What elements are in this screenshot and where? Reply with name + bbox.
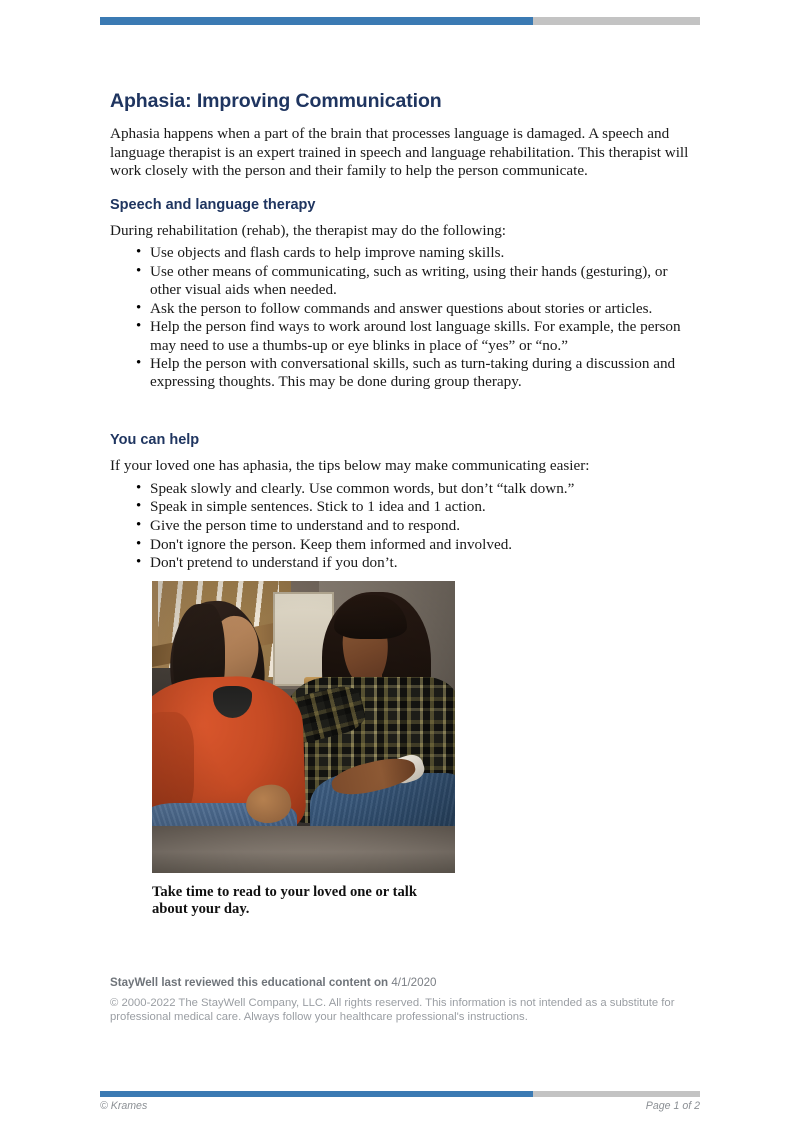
- top-progress-bar: [100, 17, 700, 25]
- section-heading-you-can-help: You can help: [110, 432, 200, 449]
- review-line: [110, 976, 696, 989]
- section-lead-text: During rehabilitation (rehab), the therapist may do the following:: [110, 221, 507, 239]
- page-footer: [100, 1100, 700, 1112]
- list-item: • Speak in simple sentences. Stick to 1 idea and 1 action.: [150, 498, 696, 516]
- bottom-progress-bar: [100, 1091, 700, 1097]
- list-item: • Don't pretend to understand if you don’t.: [150, 554, 696, 572]
- review-block: [110, 976, 696, 1024]
- list-item: • Speak slowly and clearly. Use common words, but don’t “talk down.”: [150, 480, 696, 498]
- list-item: • Use other means of communicating, such as writing, using their hands (gesturing), or other visual aids when needed.: [150, 263, 696, 299]
- list-item: • Ask the person to follow commands and answer questions about stories or articles.: [150, 300, 696, 318]
- photo-two-women-talking: [152, 581, 455, 873]
- document-content: [110, 90, 696, 919]
- footer-copyright: © Krames: [100, 1100, 148, 1112]
- top-progress-bar-fill: [100, 17, 533, 25]
- figure-caption: Take time to read to your loved one or talk about your day.: [152, 883, 417, 918]
- section-heading-speech-and-language-therapy: Speech and language therapy: [110, 196, 316, 213]
- list-item: • Help the person find ways to work around lost language skills. For example, the person may need to use a thumbs-up or eye blinks in place of “yes” or “no.”: [150, 318, 696, 354]
- bottom-progress-bar-fill: [100, 1091, 533, 1097]
- intro-paragraph: Aphasia happens when a part of the brain that processes language is damaged. A speech and language therapist is an expert trained in speech and language rehabilitation. This therapist will work closely with the person and their family to help the person communicate.: [110, 125, 689, 179]
- list-item: • Give the person time to understand and to respond.: [150, 517, 696, 535]
- you-can-help-bullet-list: [110, 480, 696, 573]
- list-item: • Don't ignore the person. Keep them informed and involved.: [150, 536, 696, 554]
- footer-page-number: Page 1 of 2: [645, 1100, 700, 1112]
- page-title: Aphasia: Improving Communication: [110, 90, 442, 112]
- photo-vignette: [152, 581, 455, 873]
- section-spacer: [110, 392, 696, 416]
- review-label: StayWell last reviewed this educational content on: [110, 976, 389, 989]
- review-date: 4/1/2020: [391, 976, 437, 989]
- figure: [152, 581, 455, 919]
- list-item: • Help the person with conversational skills, such as turn-taking during a discussion and expressing thoughts. This may be done during group therapy.: [150, 355, 696, 391]
- copyright-text: © 2000-2022 The StayWell Company, LLC. All rights reserved. This information is not intended as a substitute for professional medical care. Always follow your healthcare professional's instructions.: [110, 997, 675, 1023]
- section-lead-text: If your loved one has aphasia, the tips below may make communicating easier:: [110, 457, 590, 475]
- list-item: • Use objects and flash cards to help improve naming skills.: [150, 244, 696, 262]
- therapy-bullet-list: [110, 244, 696, 392]
